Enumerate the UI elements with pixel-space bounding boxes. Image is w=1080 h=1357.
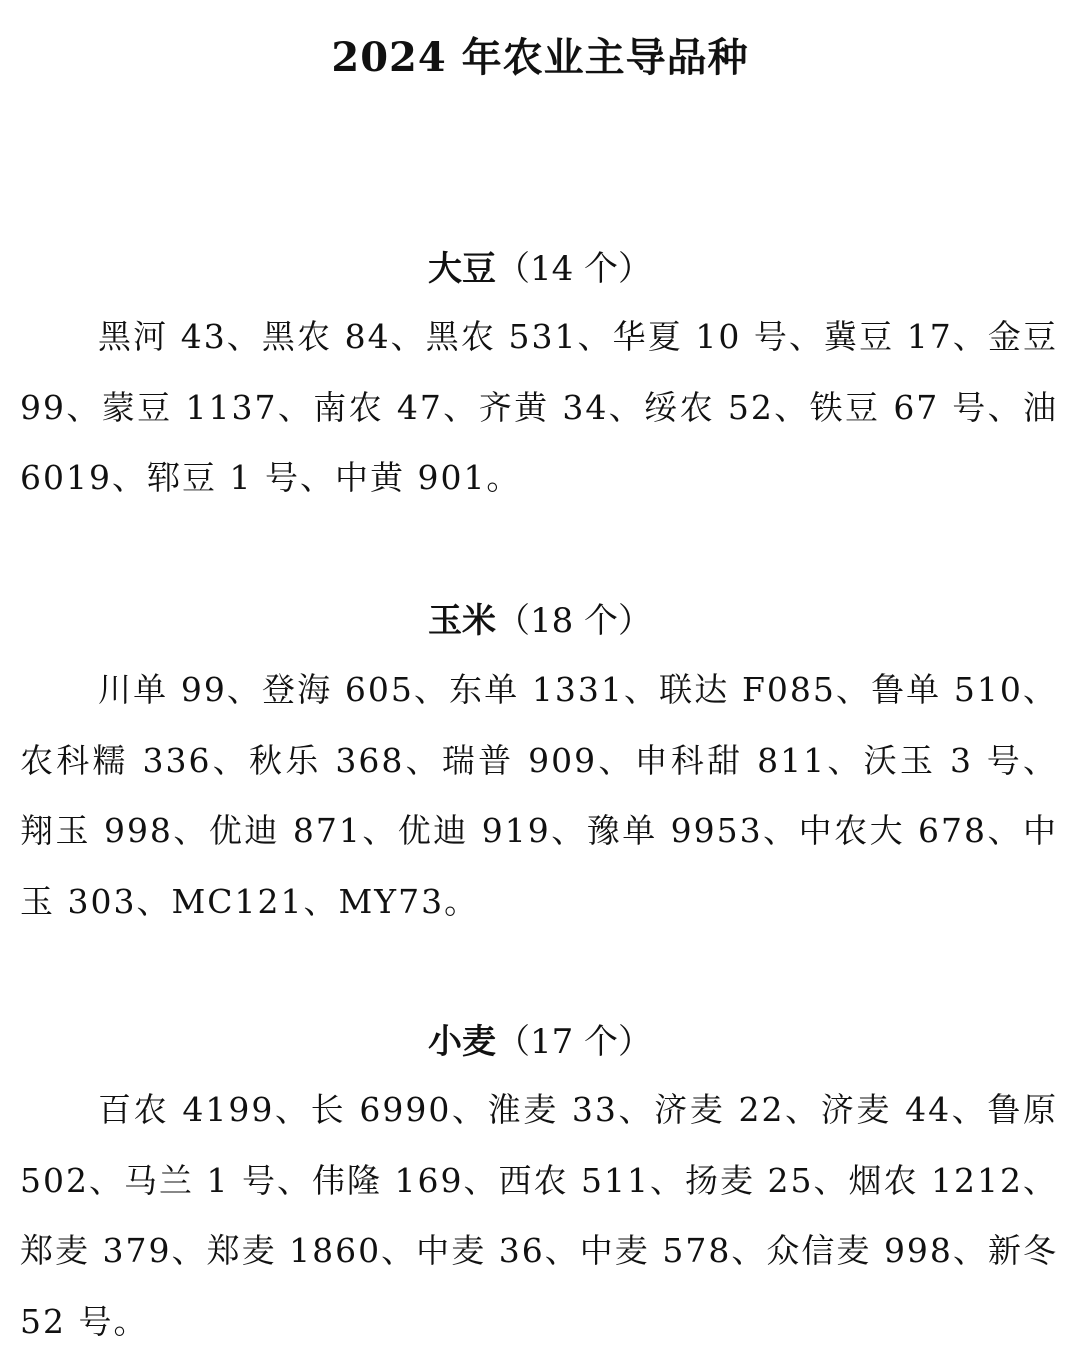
section-heading-wheat bbox=[0, 1018, 1080, 1066]
section-variety-count: （14 个） bbox=[495, 249, 653, 289]
section-varieties-soybean: 黑河 43、黑农 84、黑农 531、华夏 10 号、冀豆 17、金豆 99、蒙豆 1137、南农 47、齐黄 34、绥农 52、铁豆 67 号、油 6019、郓豆 1 号、中黄 901。 bbox=[20, 317, 1058, 497]
section-crop-name: 玉米 bbox=[427, 601, 496, 641]
section-variety-count: （18 个） bbox=[495, 601, 653, 641]
section-crop-name: 大豆 bbox=[427, 249, 496, 289]
section-heading-soybean bbox=[0, 245, 1080, 293]
section-heading-corn bbox=[0, 597, 1080, 645]
section-crop-name: 小麦 bbox=[427, 1022, 496, 1062]
section-varieties-wheat: 百农 4199、长 6990、淮麦 33、济麦 22、济麦 44、鲁原 502、马兰 1 号、伟隆 169、西农 511、扬麦 25、烟农 1212、郑麦 379、郑麦 1860、中麦 36、中麦 578、众信麦 998、新冬 52 号。 bbox=[20, 1090, 1058, 1341]
document-title: 2024 年农业主导品种 bbox=[331, 34, 749, 81]
section-variety-count: （17 个） bbox=[495, 1022, 653, 1062]
section-varieties-corn: 川单 99、登海 605、东单 1331、联达 F085、鲁单 510、农科糯 336、秋乐 368、瑞普 909、申科甜 811、沃玉 3 号、翔玉 998、优迪 871、优迪 919、豫单 9953、中农大 678、中玉 303、MC121、MY73。 bbox=[20, 670, 1058, 921]
